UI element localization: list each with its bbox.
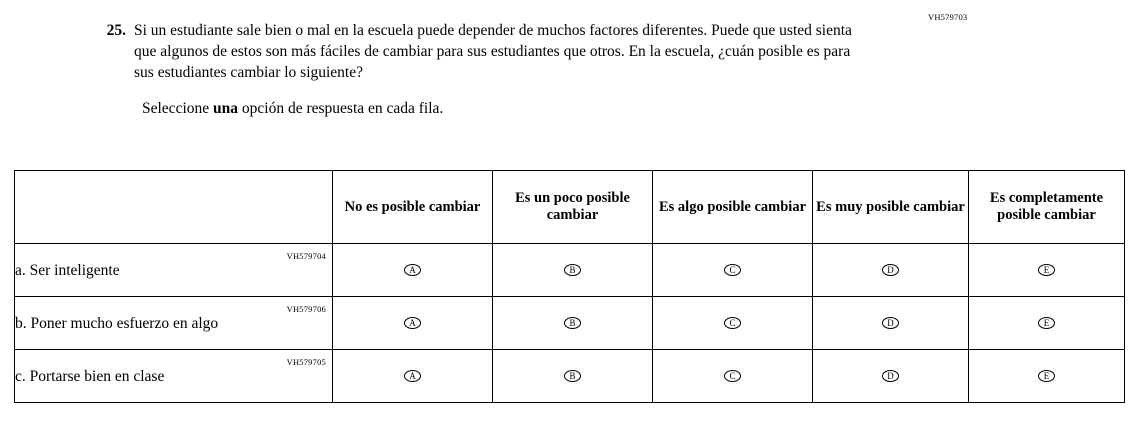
radio-bubble-b-2[interactable]: B bbox=[564, 317, 581, 329]
option-cell-c-2[interactable] bbox=[493, 350, 653, 403]
option-cell-a-3[interactable] bbox=[653, 244, 813, 297]
row-label-text-b: b. Poner mucho esfuerzo en algo bbox=[15, 314, 219, 332]
question-block bbox=[100, 20, 900, 119]
row-label-text-c: c. Portarse bien en clase bbox=[15, 367, 165, 385]
row-item-id-b: VH579706 bbox=[286, 304, 326, 314]
matrix-column-header-2: Es un poco posible cambiar bbox=[493, 171, 653, 244]
instruction-part-1: Seleccione bbox=[142, 100, 214, 117]
radio-bubble-a-5[interactable]: E bbox=[1038, 264, 1055, 276]
table-row bbox=[15, 350, 1125, 403]
matrix-header-row bbox=[15, 171, 1125, 244]
radio-bubble-a-4[interactable]: D bbox=[882, 264, 899, 276]
radio-bubble-b-4[interactable]: D bbox=[882, 317, 899, 329]
radio-bubble-c-2[interactable]: B bbox=[564, 370, 581, 382]
radio-bubble-c-1[interactable]: A bbox=[404, 370, 421, 382]
option-cell-b-4[interactable] bbox=[813, 297, 969, 350]
matrix-row-label-c bbox=[15, 350, 333, 403]
radio-bubble-a-1[interactable]: A bbox=[404, 264, 421, 276]
matrix-column-header-1: No es posible cambiar bbox=[333, 171, 493, 244]
matrix-header-blank bbox=[15, 171, 333, 244]
response-matrix bbox=[14, 170, 1124, 403]
radio-bubble-c-3[interactable]: C bbox=[724, 370, 741, 382]
option-cell-b-3[interactable] bbox=[653, 297, 813, 350]
row-item-id-c: VH579705 bbox=[286, 357, 326, 367]
option-cell-b-5[interactable] bbox=[969, 297, 1125, 350]
question-number: 25. bbox=[106, 22, 126, 39]
option-cell-b-2[interactable] bbox=[493, 297, 653, 350]
row-label-text-a: a. Ser inteligente bbox=[15, 261, 120, 279]
instruction-emphasis: una bbox=[213, 100, 239, 117]
option-cell-b-1[interactable] bbox=[333, 297, 493, 350]
option-cell-a-2[interactable] bbox=[493, 244, 653, 297]
question-row bbox=[100, 20, 900, 83]
radio-bubble-b-5[interactable]: E bbox=[1038, 317, 1055, 329]
radio-bubble-c-5[interactable]: E bbox=[1038, 370, 1055, 382]
radio-bubble-a-3[interactable]: C bbox=[724, 264, 741, 276]
option-cell-c-3[interactable] bbox=[653, 350, 813, 403]
matrix-column-header-4: Es muy posible cambiar bbox=[813, 171, 969, 244]
row-item-id-a: VH579704 bbox=[286, 251, 326, 261]
option-cell-c-4[interactable] bbox=[813, 350, 969, 403]
radio-bubble-c-4[interactable]: D bbox=[882, 370, 899, 382]
matrix-row-label-b bbox=[15, 297, 333, 350]
radio-bubble-a-2[interactable]: B bbox=[564, 264, 581, 276]
matrix-column-header-5: Es completamente posible cambiar bbox=[969, 171, 1125, 244]
option-cell-a-5[interactable] bbox=[969, 244, 1125, 297]
table-row bbox=[15, 244, 1125, 297]
matrix-row-label-a bbox=[15, 244, 333, 297]
option-cell-c-5[interactable] bbox=[969, 350, 1125, 403]
question-item-id: VH579703 bbox=[928, 12, 968, 22]
option-cell-a-4[interactable] bbox=[813, 244, 969, 297]
option-cell-a-1[interactable] bbox=[333, 244, 493, 297]
table-row bbox=[15, 297, 1125, 350]
radio-bubble-b-3[interactable]: C bbox=[724, 317, 741, 329]
instruction-part-2: opción de respuesta en cada fila. bbox=[238, 100, 444, 117]
radio-bubble-b-1[interactable]: A bbox=[404, 317, 421, 329]
matrix-table bbox=[14, 170, 1125, 403]
question-instruction bbox=[142, 98, 900, 119]
question-text: Si un estudiante sale bien o mal en la escuela puede depender de muchos factores diferentes. Puede que usted sienta que algunos de estos son más fáciles de cambiar para sus estudiantes que otros. En la escuela, ¿cuán posible es para sus estudiantes cambiar lo siguiente? bbox=[134, 22, 852, 81]
option-cell-c-1[interactable] bbox=[333, 350, 493, 403]
matrix-column-header-3: Es algo posible cambiar bbox=[653, 171, 813, 244]
